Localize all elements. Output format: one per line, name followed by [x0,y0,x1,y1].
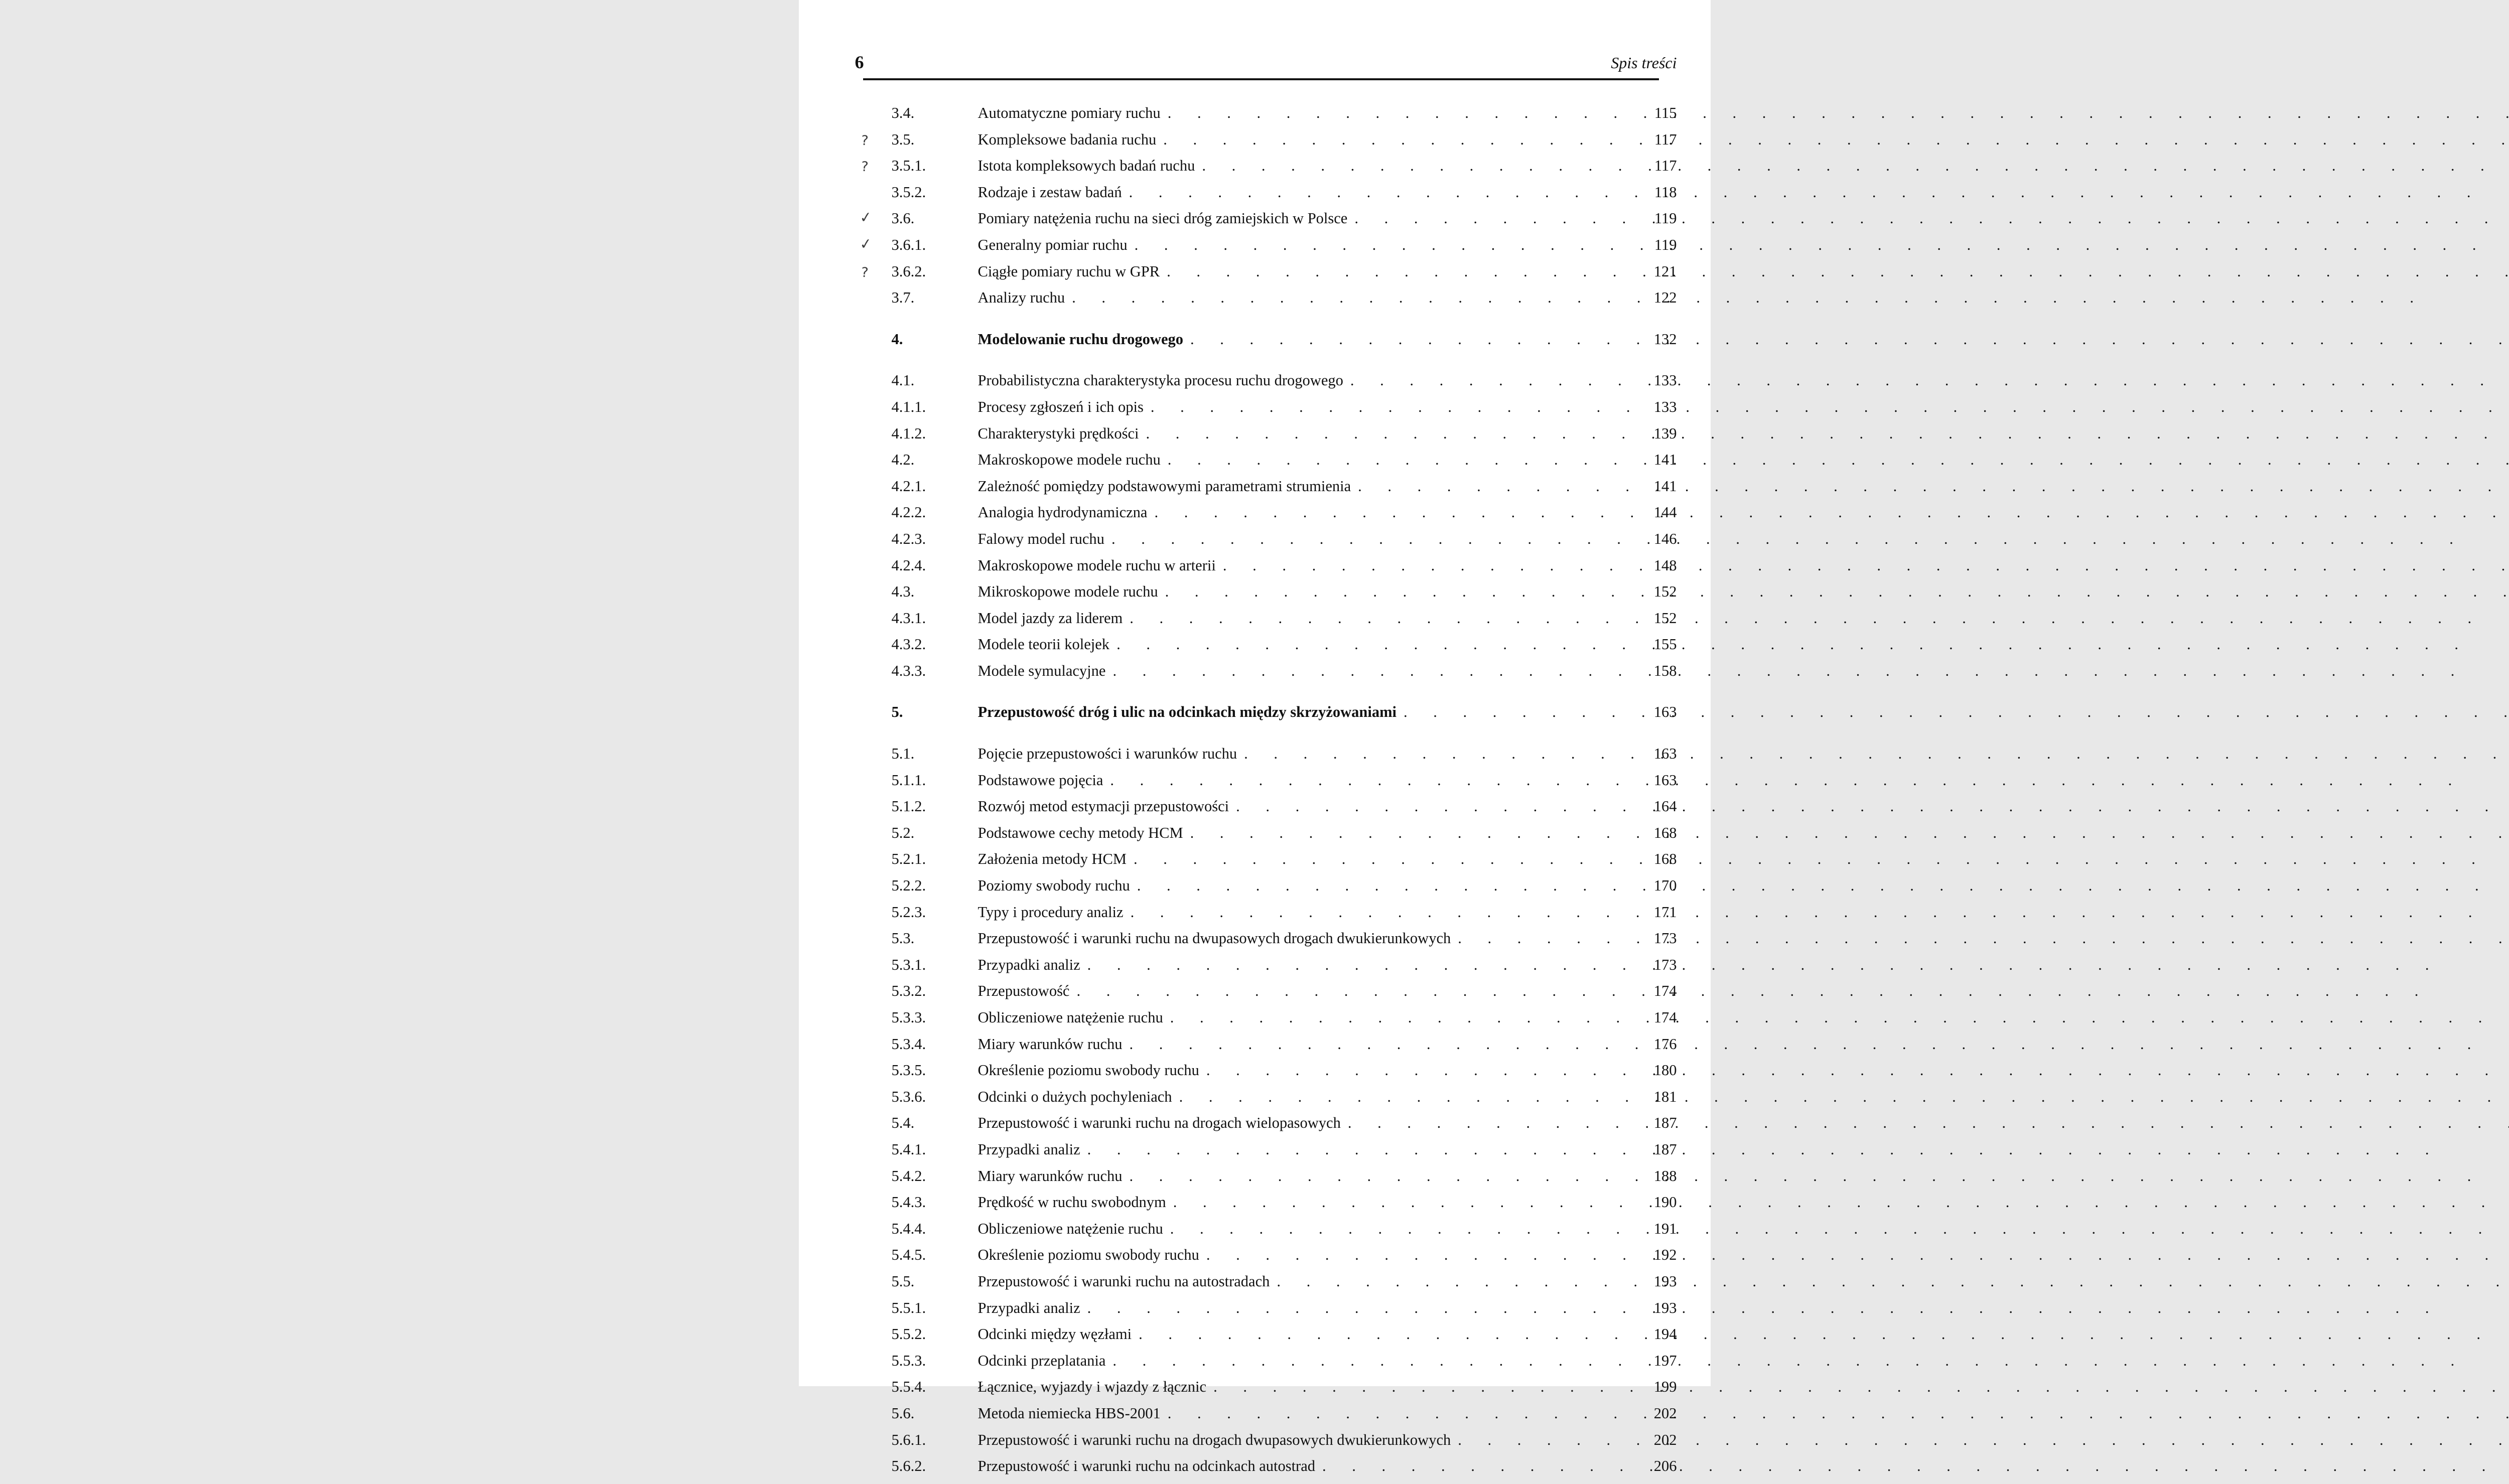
toc-entry-page: 190 [1653,1194,1677,1211]
toc-row [857,104,1677,131]
toc-entry-number: 4.2.2. [891,504,926,521]
toc-entry-number: 5.3.5. [891,1062,926,1079]
toc-entry-number: 4.1.2. [891,424,926,442]
toc-row [857,1246,1677,1273]
toc-row [857,1062,1677,1088]
toc-entry-number: 3.6.1. [891,236,926,253]
dot-leader [1322,1457,1616,1475]
toc-entry-page: 152 [1653,609,1677,627]
toc-entry-number: 5.3.4. [891,1035,926,1053]
toc-entry-number: 4.3.2. [891,636,926,653]
toc-entry-title: Typy i procedury analiz [978,903,1124,921]
toc-entry-page: 144 [1653,504,1677,521]
toc-entry-number: 5.3.6. [891,1088,926,1105]
dot-leader [1087,956,1617,974]
toc-entry-title: Pojęcie przepustowości i warunków ruchu [978,745,1237,763]
toc-entry-page: 171 [1653,903,1677,921]
handwritten-mark: ✓ [858,234,873,253]
toc-entry-title: Pomiary natężenia ruchu na sieci dróg zamiejskich w Polsce [978,210,1348,227]
toc-entry-title: Przepustowość i warunki ruchu na odcinkach autostrad [978,1457,1316,1475]
toc-entry-title: Makroskopowe modele ruchu w arterii [978,556,1216,574]
toc-entry-number: 4.2.3. [891,530,926,547]
toc-entry-title: Ciągłe pomiary ruchu w GPR [978,262,1160,280]
toc-entry-page: 148 [1653,556,1677,574]
toc-row [857,1352,1677,1379]
toc-entry-title: Przepustowość [978,982,1070,1000]
toc-entry-page: 163 [1653,771,1677,789]
dot-leader [1111,530,1617,548]
toc-entry-title: Analizy ruchu [978,289,1065,307]
toc-entry-page: 158 [1653,662,1677,679]
toc-row [857,583,1677,610]
toc-entry-title: Przepustowość i warunki ruchu na autostradach [978,1272,1270,1290]
dot-leader [1458,930,1616,947]
running-header [799,0,1711,71]
toc-entry-number: 4.2.4. [891,556,926,574]
toc-entry-title: Miary warunków ruchu [978,1035,1123,1053]
toc-entry-page: 197 [1653,1352,1677,1369]
toc-entry-page: 164 [1653,798,1677,815]
toc-entry-number: 4.2.1. [891,477,926,495]
toc-entry-number: 5.1.1. [891,771,926,789]
toc-entry-number: 5.2.3. [891,903,926,921]
dot-leader [1130,610,1616,627]
toc-row [857,636,1677,662]
toc-entry-title: Obliczeniowe natężenie ruchu [978,1009,1163,1026]
toc-row [857,1457,1677,1484]
toc-entry-page: 122 [1653,289,1677,307]
toc-row [857,1431,1677,1458]
dot-leader [1146,425,1617,442]
toc-entry-number: 3.5. [891,130,915,148]
toc-row [857,557,1677,583]
toc-entry-number: 5.3.3. [891,1009,926,1026]
toc-entry-title: Rodzaje i zestaw badań [978,183,1122,201]
toc-entry-title: Przypadki analiz [978,1140,1080,1158]
toc-row [857,703,1677,730]
dot-leader [1236,798,1616,815]
toc-row [857,1009,1677,1035]
toc-entry-page: 173 [1653,956,1677,973]
toc-entry-title: Przypadki analiz [978,956,1080,973]
toc-entry-number: 5.4. [891,1114,915,1132]
toc-entry-number: 5.6.2. [891,1457,926,1475]
toc-entry-number: 4.1. [891,372,915,389]
toc-entry-title: Makroskopowe modele ruchu [978,451,1161,469]
dot-leader [1190,331,1617,348]
toc-entry-number: 4.3.3. [891,662,926,679]
dot-leader [1137,877,1617,895]
toc-row [857,745,1677,772]
toc-entry-number: 3.6. [891,210,915,227]
toc-row [857,1325,1677,1352]
toc-entry-title: Prędkość w ruchu swobodnym [978,1194,1166,1211]
dot-leader [1244,745,1616,763]
toc-row [857,982,1677,1009]
dot-leader [1350,372,1617,389]
dot-leader [1139,1325,1616,1343]
toc-row [857,1035,1677,1062]
toc-entry-title: Przepustowość dróg i ulic na odcinkach między skrzyżowaniami [978,703,1397,721]
dot-leader [1165,583,1617,601]
toc-entry-page: 155 [1653,636,1677,653]
dot-leader [1404,703,1617,721]
toc-entry-page: 193 [1653,1299,1677,1316]
toc-row [857,398,1677,425]
toc-row [857,331,1677,357]
toc-entry-number: 3.6.2. [891,262,926,280]
toc-entry-title: Przypadki analiz [978,1299,1080,1316]
toc-entry-number: 5.4.1. [891,1140,926,1158]
toc-entry-page: 176 [1653,1035,1677,1053]
toc-entry-number: 5.5.4. [891,1378,926,1396]
toc-row [857,824,1677,851]
toc-entry-number: 3.4. [891,104,915,121]
toc-entry-title: Charakterystyki prędkości [978,424,1139,442]
toc-entry-title: Obliczeniowe natężenie ruchu [978,1220,1163,1237]
toc-entry-number: 4.2. [891,451,915,469]
toc-row [857,1378,1677,1405]
toc-row [857,850,1677,877]
toc-entry-title: Poziomy swobody ruchu [978,877,1130,895]
toc-entry-title: Modele teorii kolejek [978,636,1110,653]
dot-leader [1170,1220,1617,1238]
toc-entry-title: Podstawowe pojęcia [978,771,1103,789]
handwritten-mark: ? [860,132,869,149]
toc-entry-page: 199 [1653,1378,1677,1396]
toc-entry-page: 168 [1653,850,1677,868]
toc-entry-page: 146 [1653,530,1677,547]
dot-leader [1087,1299,1617,1317]
toc-row [857,1273,1677,1299]
toc-row [857,610,1677,636]
toc-row [857,930,1677,956]
toc-entry-page: 119 [1654,236,1677,253]
toc-entry-page: 141 [1653,477,1677,495]
toc-entry-title: Odcinki między węzłami [978,1325,1132,1343]
toc-entry-title: Miary warunków ruchu [978,1167,1123,1184]
toc-entry-page: 121 [1653,262,1677,280]
handwritten-mark: ✓ [858,208,873,227]
dot-leader [1170,1009,1617,1026]
dot-leader [1206,1062,1617,1079]
toc-row [857,131,1677,158]
toc-entry-page: 139 [1653,424,1677,442]
toc-entry-title: Założenia metody HCM [978,850,1127,868]
toc-entry-page: 191 [1653,1220,1677,1237]
toc-entry-number: 5.5.2. [891,1325,926,1343]
handwritten-mark: ? [860,159,869,175]
toc-entry-number: 5.4.2. [891,1167,926,1184]
toc-entry-page: 187 [1653,1114,1677,1132]
running-title: Spis treści [1611,54,1677,72]
dot-leader [1190,824,1617,842]
toc-entry-number: 3.7. [891,289,915,307]
toc-row [857,772,1677,798]
toc-entry-number: 5.5.1. [891,1299,926,1316]
toc-entry-title: Modelowanie ruchu drogowego [978,330,1183,348]
toc-entry-title: Procesy zgłoszeń i ich opis [978,398,1144,415]
toc-row [857,478,1677,504]
toc-row [857,798,1677,824]
dot-leader [1087,1141,1617,1158]
toc-entry-number: 4.3. [891,583,915,601]
toc-row [857,1220,1677,1247]
toc-entry-number: 5.5.3. [891,1352,926,1369]
dot-leader [1076,982,1616,1000]
toc-entry-title: Rozwój metod estymacji przepustowości [978,798,1229,815]
toc-entry-number: 5.3.1. [891,956,926,973]
toc-entry-page: 117 [1654,130,1677,148]
dot-leader [1168,1405,1617,1422]
dot-leader [1131,904,1617,921]
toc-entry-page: 152 [1653,583,1677,601]
toc-entry-page: 193 [1653,1272,1677,1290]
dot-leader [1134,850,1617,868]
toc-row [857,1194,1677,1220]
toc-entry-number: 5.4.3. [891,1194,926,1211]
toc-row [857,1088,1677,1115]
toc-entry-title: Określenie poziomu swobody ruchu [978,1246,1199,1264]
toc-entry-page: 117 [1654,157,1677,175]
header-rule [863,78,1659,80]
toc-entry-page: 174 [1653,1009,1677,1026]
toc-row [857,1141,1677,1167]
toc-entry-title: Przepustowość i warunki ruchu na drogach dwupasowych dwukierunkowych [978,1431,1451,1448]
toc-entry-number: 5.6. [891,1404,915,1422]
toc-row [857,530,1677,557]
toc-entry-number: 5.4.5. [891,1246,926,1264]
toc-row [857,1299,1677,1326]
toc-entry-number: 3.5.2. [891,183,926,201]
toc-entry-page: 202 [1653,1404,1677,1422]
toc-entry-title: Automatyczne pomiary ruchu [978,104,1161,121]
dot-leader [1168,104,1617,122]
toc-list [799,104,1711,1484]
toc-entry-title: Zależność pomiędzy podstawowymi parametrami strumienia [978,477,1351,495]
toc-entry-number: 4. [891,330,903,348]
toc-entry-number: 5.3.2. [891,982,926,1000]
toc-row [857,263,1677,289]
toc-entry-page: 132 [1653,330,1677,348]
dot-leader [1167,263,1616,280]
toc-entry-title: Przepustowość i warunki ruchu na dwupasowych drogach dwukierunkowych [978,930,1451,947]
toc-entry-number: 5. [891,703,903,721]
dot-leader [1179,1088,1617,1106]
toc-entry-title: Mikroskopowe modele ruchu [978,583,1158,601]
toc-entry-title: Odcinki przeplatania [978,1352,1106,1369]
toc-entry-page: 163 [1653,745,1677,763]
toc-entry-title: Model jazdy za liderem [978,609,1123,627]
toc-row [857,210,1677,236]
toc-row [857,372,1677,398]
toc-entry-page: 133 [1653,398,1677,415]
dot-leader [1168,451,1617,469]
toc-entry-number: 4.3.1. [891,609,926,627]
scanned-toc-page [799,0,1711,1475]
dot-leader [1129,1035,1616,1053]
toc-entry-page: 168 [1653,824,1677,841]
toc-row [857,662,1677,689]
page-number: 6 [855,52,864,72]
toc-entry-number: 5.4.4. [891,1220,926,1237]
toc-entry-page: 180 [1653,1062,1677,1079]
toc-entry-number: 4.1.1. [891,398,926,415]
toc-entry-number: 5.2.2. [891,877,926,895]
dot-leader [1173,1194,1617,1211]
toc-entry-page: 118 [1654,183,1677,201]
toc-entry-number: 5.6.1. [891,1431,926,1448]
toc-entry-title: Analogia hydrodynamiczna [978,504,1148,521]
dot-leader [1163,131,1616,149]
dot-leader [1151,398,1617,416]
toc-entry-page: 173 [1653,930,1677,947]
toc-entry-number: 3.5.1. [891,157,926,175]
toc-entry-title: Kompleksowe badania ruchu [978,130,1157,148]
toc-entry-title: Łącznice, wyjazdy i wjazdy z łącznic [978,1378,1207,1396]
dot-leader [1072,289,1616,307]
toc-entry-number: 5.2. [891,824,915,841]
toc-entry-page: 119 [1654,210,1677,227]
dot-leader [1112,662,1616,680]
toc-row [857,1405,1677,1431]
toc-row [857,236,1677,263]
dot-leader [1202,157,1616,175]
toc-entry-number: 5.2.1. [891,850,926,868]
toc-entry-page: 206 [1653,1457,1677,1475]
toc-row [857,425,1677,452]
dot-leader [1213,1378,1616,1396]
toc-entry-page: 115 [1654,104,1677,121]
toc-row [857,451,1677,478]
toc-entry-title: Odcinki o dużych pochyleniach [978,1088,1172,1105]
toc-entry-title: Modele symulacyjne [978,662,1106,679]
toc-entry-page: 188 [1653,1167,1677,1184]
toc-entry-title: Istota kompleksowych badań ruchu [978,157,1195,175]
dot-leader [1129,1167,1616,1185]
toc-entry-number: 5.1. [891,745,915,763]
toc-entry-title: Generalny pomiar ruchu [978,236,1128,253]
toc-entry-number: 5.5. [891,1272,915,1290]
dot-leader [1110,772,1616,789]
dot-leader [1223,557,1617,574]
dot-leader [1206,1246,1617,1264]
dot-leader [1135,236,1617,254]
toc-entry-title: Probabilistyczna charakterystyka procesu ruchu drogowego [978,372,1343,389]
toc-row [857,1114,1677,1141]
toc-entry-page: 174 [1653,982,1677,1000]
handwritten-mark: ? [860,264,869,281]
toc-entry-page: 170 [1653,877,1677,895]
dot-leader [1117,636,1616,653]
toc-entry-title: Określenie poziomu swobody ruchu [978,1062,1199,1079]
toc-entry-page: 194 [1653,1325,1677,1343]
toc-row [857,904,1677,930]
toc-row [857,289,1677,316]
dot-leader [1112,1352,1616,1370]
toc-entry-page: 133 [1653,372,1677,389]
toc-row [857,877,1677,904]
toc-entry-page: 163 [1653,703,1677,721]
toc-entry-page: 187 [1653,1140,1677,1158]
toc-entry-number: 5.1.2. [891,798,926,815]
dot-leader [1129,184,1617,201]
toc-entry-number: 5.3. [891,930,915,947]
dot-leader [1358,478,1616,495]
toc-entry-page: 141 [1653,451,1677,469]
toc-entry-title: Podstawowe cechy metody HCM [978,824,1183,841]
toc-entry-page: 202 [1653,1431,1677,1448]
toc-entry-title: Falowy model ruchu [978,530,1104,547]
toc-entry-page: 192 [1653,1246,1677,1264]
toc-row [857,504,1677,530]
dot-leader [1458,1431,1616,1449]
dot-leader [1154,504,1616,521]
toc-row [857,157,1677,184]
toc-row [857,1167,1677,1194]
toc-row [857,184,1677,210]
toc-entry-title: Metoda niemiecka HBS-2001 [978,1404,1161,1422]
toc-entry-page: 181 [1653,1088,1677,1105]
toc-entry-title: Przepustowość i warunki ruchu na drogach wielopasowych [978,1114,1341,1132]
dot-leader [1348,1114,1617,1132]
dot-leader [1277,1273,1616,1290]
toc-row [857,956,1677,983]
dot-leader [1354,210,1616,227]
